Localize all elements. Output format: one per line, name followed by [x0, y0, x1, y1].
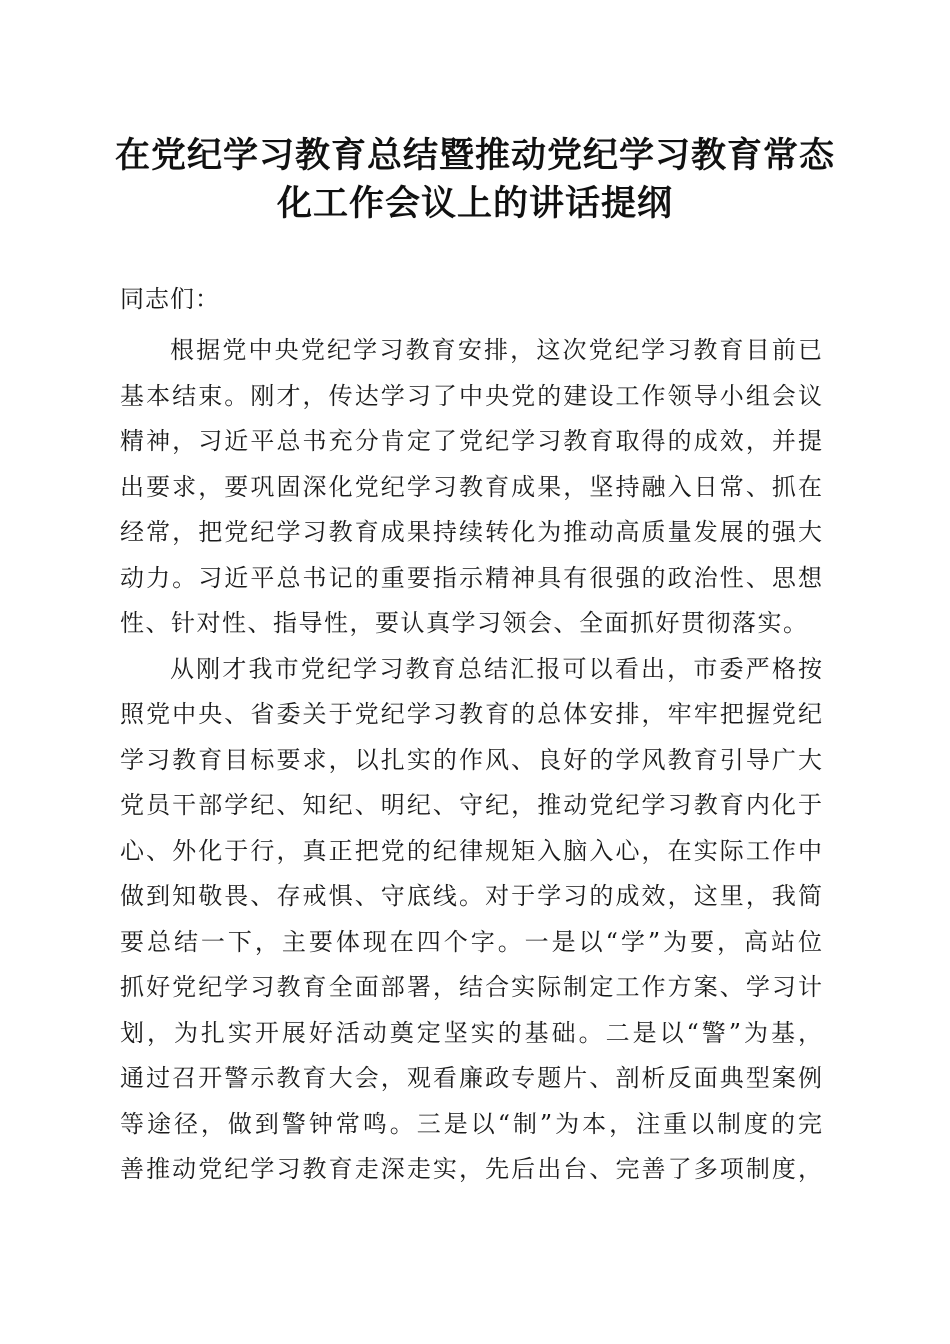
paragraph-line: 精神，习近平总书充分肯定了党纪学习教育取得的成效，并提 [120, 427, 822, 455]
paragraph-line: 通过召开警示教育大会，观看廉政专题片、剖析反面典型案例 [120, 1064, 822, 1092]
paragraph-line: 从刚才我市党纪学习教育总结汇报可以看出，市委严格按 [170, 654, 822, 683]
paragraph-line: 等途径，做到警钟常鸣。三是以“制”为本，注重以制度的完 [120, 1109, 822, 1138]
paragraph-line: 学习教育目标要求，以扎实的作风、良好的学风教育引导广大 [120, 745, 822, 774]
paragraph-line: 经常，把党纪学习教育成果持续转化为推动高质量发展的强大 [120, 518, 822, 546]
paragraph-line: 性、针对性、指导性，要认真学习领会、全面抓好贯彻落实。 [120, 609, 809, 637]
paragraph-line: 基本结束。刚才，传达学习了中央党的建设工作领导小组会议 [120, 381, 822, 410]
document-body [120, 270, 822, 1193]
paragraph-line: 照党中央、省委关于党纪学习教育的总体安排，牢牢把握党纪 [120, 700, 822, 728]
title-line: 在党纪学习教育总结暨推动党纪学习教育常态 [114, 136, 835, 176]
paragraph-line: 动力。习近平总书记的重要指示精神具有很强的政治性、思想 [120, 563, 822, 592]
paragraph-line: 善推动党纪学习教育走深走实，先后出台、完善了多项制度， [120, 1155, 822, 1183]
paragraph-line: 做到知敬畏、存戒惧、守底线。对于学习的成效，这里，我简 [120, 882, 822, 910]
paragraph-line: 党员干部学纪、知纪、明纪、守纪，推动党纪学习教育内化于 [120, 791, 822, 819]
paragraph-line: 要总结一下，主要体现在四个字。一是以“学”为要，高站位 [120, 927, 822, 956]
paragraph-line: 抓好党纪学习教育全面部署，结合实际制定工作方案、学习计 [120, 973, 822, 1001]
title-line: 化工作会议上的讲话提纲 [276, 184, 673, 224]
paragraph-line: 出要求，要巩固深化党纪学习教育成果，坚持融入日常、抓在 [120, 472, 822, 501]
paragraph-line: 心、外化于行，真正把党的纪律规矩入脑入心，在实际工作中 [120, 836, 822, 865]
paragraph-line: 根据党中央党纪学习教育安排，这次党纪学习教育目前已 [170, 336, 822, 364]
paragraph-line: 划，为扎实开展好活动奠定坚实的基础。二是以“警”为基， [120, 1018, 822, 1047]
salutation: 同志们： [120, 285, 220, 313]
paragraph-2 [120, 647, 822, 1193]
paragraph-1 [120, 328, 822, 647]
document-title [100, 132, 850, 228]
